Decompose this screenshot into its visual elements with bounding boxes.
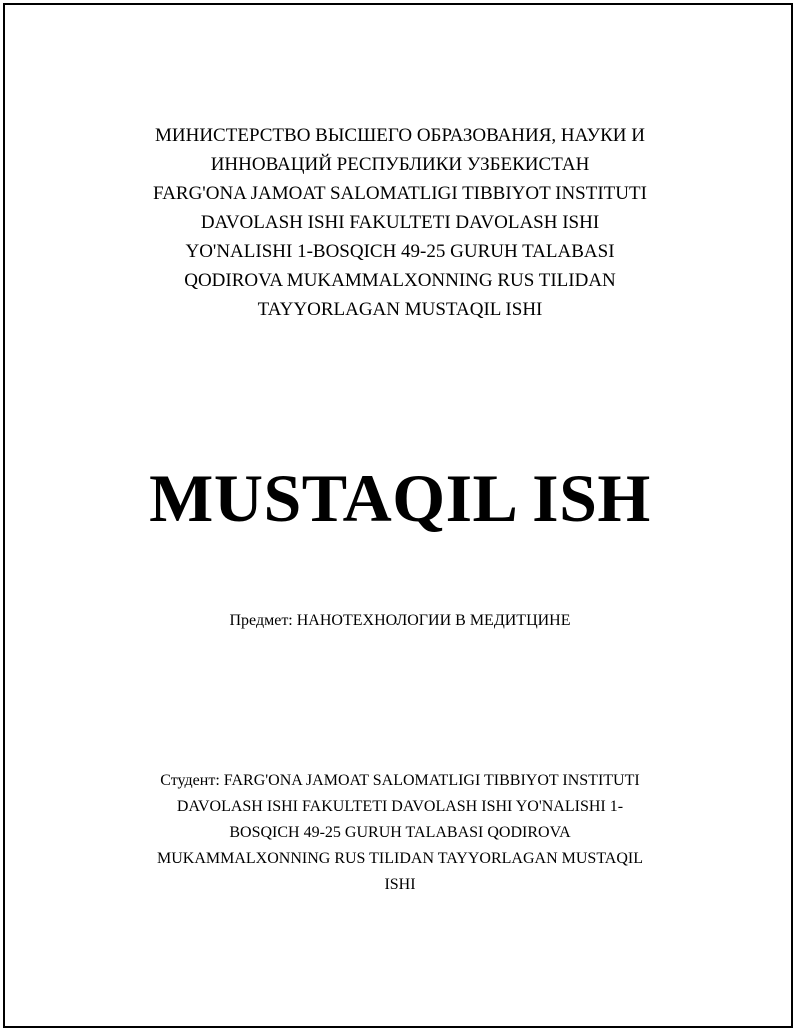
student-line: Студент: FARG'ONA JAMOAT SALOMATLIGI TIBBIYOT INSTITUTI xyxy=(160,772,640,789)
header-line: FARG'ONA JAMOAT SALOMATLIGI TIBBIYOT INSTITUTI xyxy=(153,183,647,204)
student-line: DAVOLASH ISHI FAKULTETI DAVOLASH ISHI YO'NALISHI 1- xyxy=(176,798,624,815)
student-line: ISHI xyxy=(384,876,416,893)
header-line: МИНИСТЕРСТВО ВЫСШЕГО ОБРАЗОВАНИЯ, НАУКИ И xyxy=(155,125,645,146)
header-line: TAYYORLAGAN MUSTAQIL ISHI xyxy=(257,299,543,320)
header-line: DAVOLASH ISHI FAKULTETI DAVOLASH ISHI xyxy=(200,212,600,233)
header-line: QODIROVA MUKAMMALXONNING RUS TILIDAN xyxy=(184,270,616,291)
document-title: MUSTAQIL ISH xyxy=(149,460,651,536)
subject-line: Предмет: НАНОТЕХНОЛОГИИ В МЕДИТЦИНЕ xyxy=(229,612,571,629)
student-line: BOSQICH 49-25 GURUH TALABASI QODIROVA xyxy=(229,824,571,841)
header-line: YO'NALISHI 1-BOSQICH 49-25 GURUH TALABASI xyxy=(185,241,615,262)
header-line: ИННОВАЦИЙ РЕСПУБЛИКИ УЗБЕКИСТАН xyxy=(210,154,590,175)
institution-header xyxy=(60,121,740,324)
student-line: MUKAMMALXONNING RUS TILIDAN TAYYORLAGAN MUSTAQIL xyxy=(156,850,644,867)
student-info xyxy=(60,768,740,898)
